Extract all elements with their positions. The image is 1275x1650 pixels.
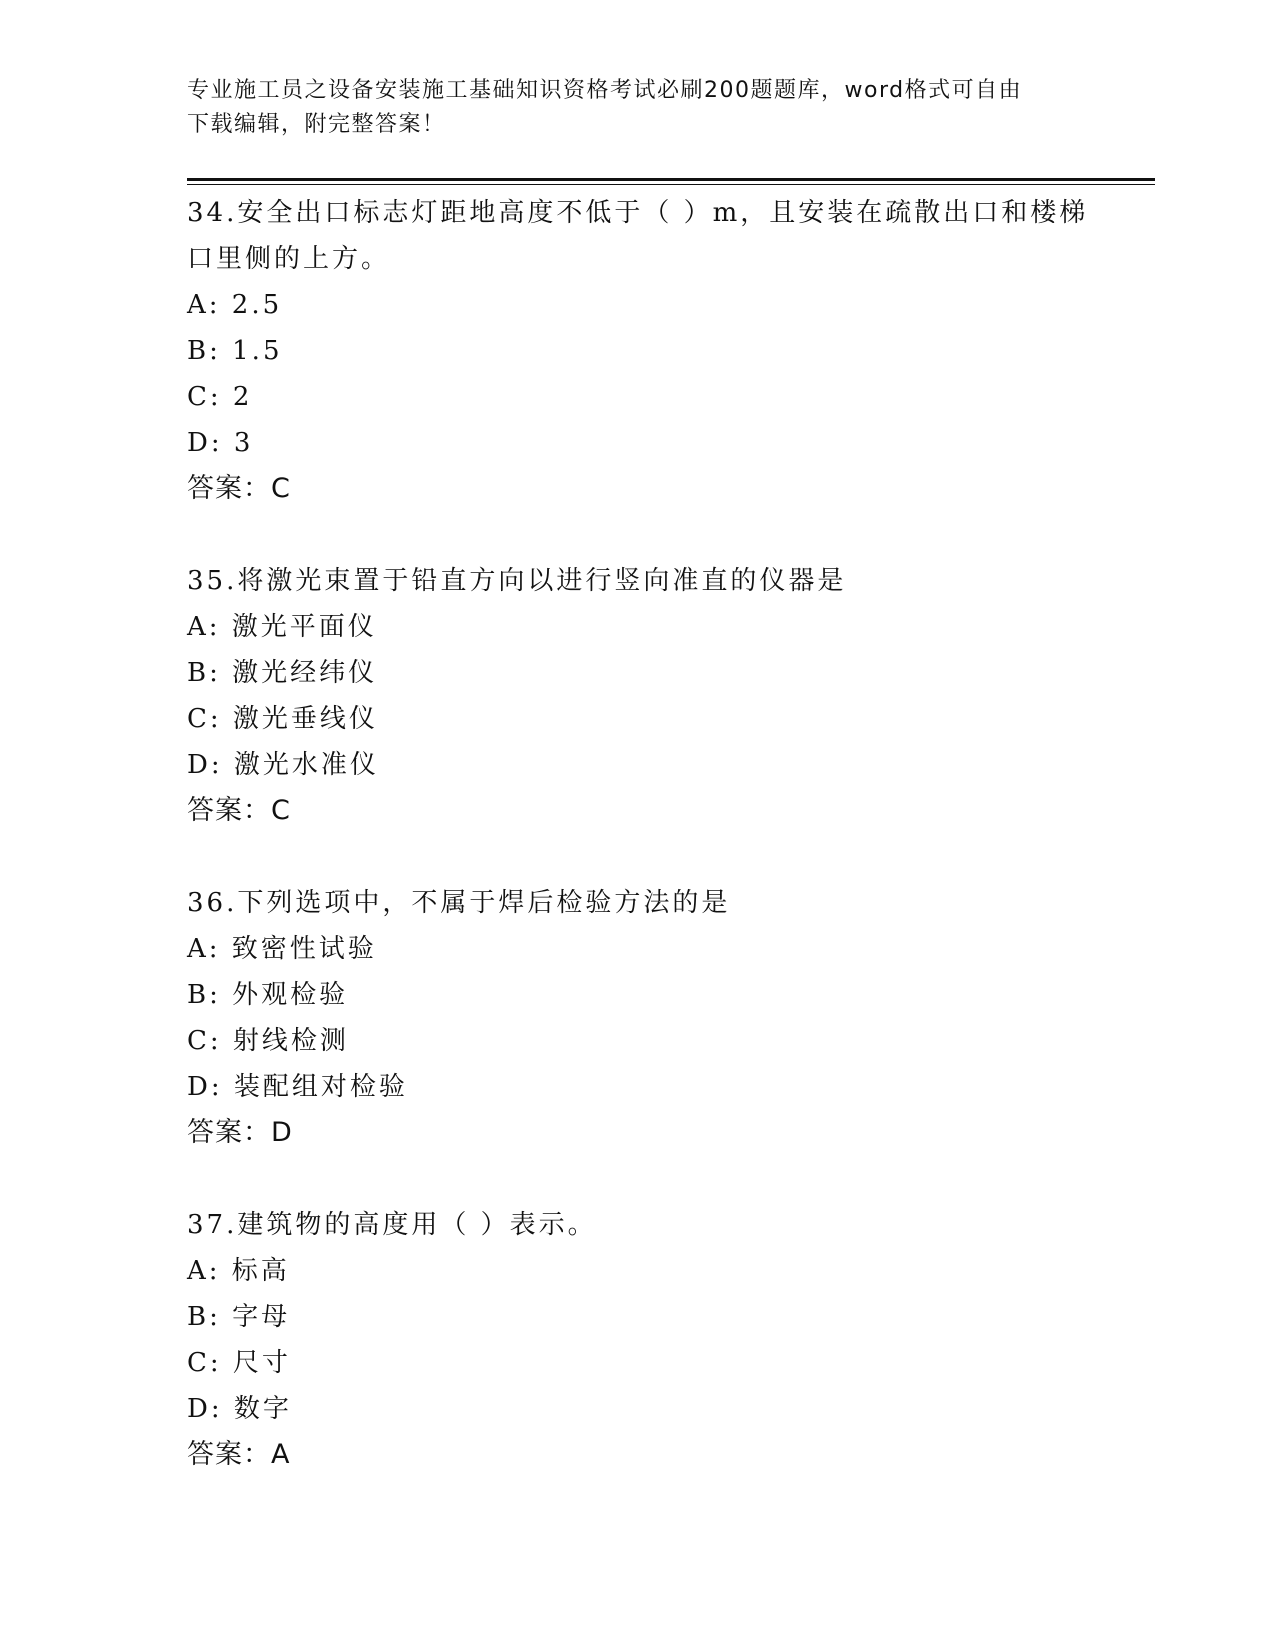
question-stem	[187, 190, 1147, 282]
document-header	[187, 74, 1067, 142]
option-d: D: 数字	[187, 1394, 292, 1424]
option-c: C: 尺寸	[187, 1348, 291, 1378]
question-stem	[187, 880, 1147, 926]
header-divider-thick	[187, 178, 1155, 181]
answer-label: 答案：D	[187, 1117, 293, 1148]
option-a: A: 标高	[187, 1256, 290, 1286]
option-d: D: 3	[187, 428, 254, 458]
option-b: B: 字母	[187, 1302, 291, 1332]
option-d: D: 装配组对检验	[187, 1072, 408, 1102]
option-c: C: 2	[187, 382, 253, 412]
question-34	[187, 190, 1147, 512]
header-title-line-2: 下载编辑，附完整答案！	[187, 112, 446, 137]
question-stem-line-1: 34.安全出口标志灯距地高度不低于（ ）m，且安装在疏散出口和楼梯	[187, 198, 1089, 228]
question-stem-line-1: 37.建筑物的高度用（ ）表示。	[187, 1210, 597, 1240]
question-stem-line-2: 口里侧的上方。	[187, 244, 391, 274]
question-36	[187, 880, 1147, 1156]
question-37	[187, 1202, 1147, 1478]
question-stem-line-1: 36.下列选项中，不属于焊后检验方法的是	[187, 888, 731, 918]
option-c: C: 激光垂线仪	[187, 704, 378, 734]
option-b: B: 激光经纬仪	[187, 658, 378, 688]
question-stem	[187, 558, 1147, 604]
question-35	[187, 558, 1147, 834]
option-b: B: 外观检验	[187, 980, 349, 1010]
answer-label: 答案：A	[187, 1439, 291, 1470]
answer-label: 答案：C	[187, 795, 291, 826]
header-title-line-1: 专业施工员之设备安装施工基础知识资格考试必刷200题题库，word格式可自由	[187, 78, 1023, 103]
option-a: A: 激光平面仪	[187, 612, 377, 642]
option-b: B: 1.5	[187, 336, 283, 366]
header-divider-thin	[187, 184, 1155, 185]
option-a: A: 2.5	[187, 290, 283, 320]
option-c: C: 射线检测	[187, 1026, 349, 1056]
option-a: A: 致密性试验	[187, 934, 377, 964]
question-stem	[187, 1202, 1147, 1248]
answer-label: 答案：C	[187, 473, 291, 504]
question-list	[187, 190, 1147, 1524]
option-d: D: 激光水准仪	[187, 750, 379, 780]
question-stem-line-1: 35.将激光束置于铅直方向以进行竖向准直的仪器是	[187, 566, 847, 596]
